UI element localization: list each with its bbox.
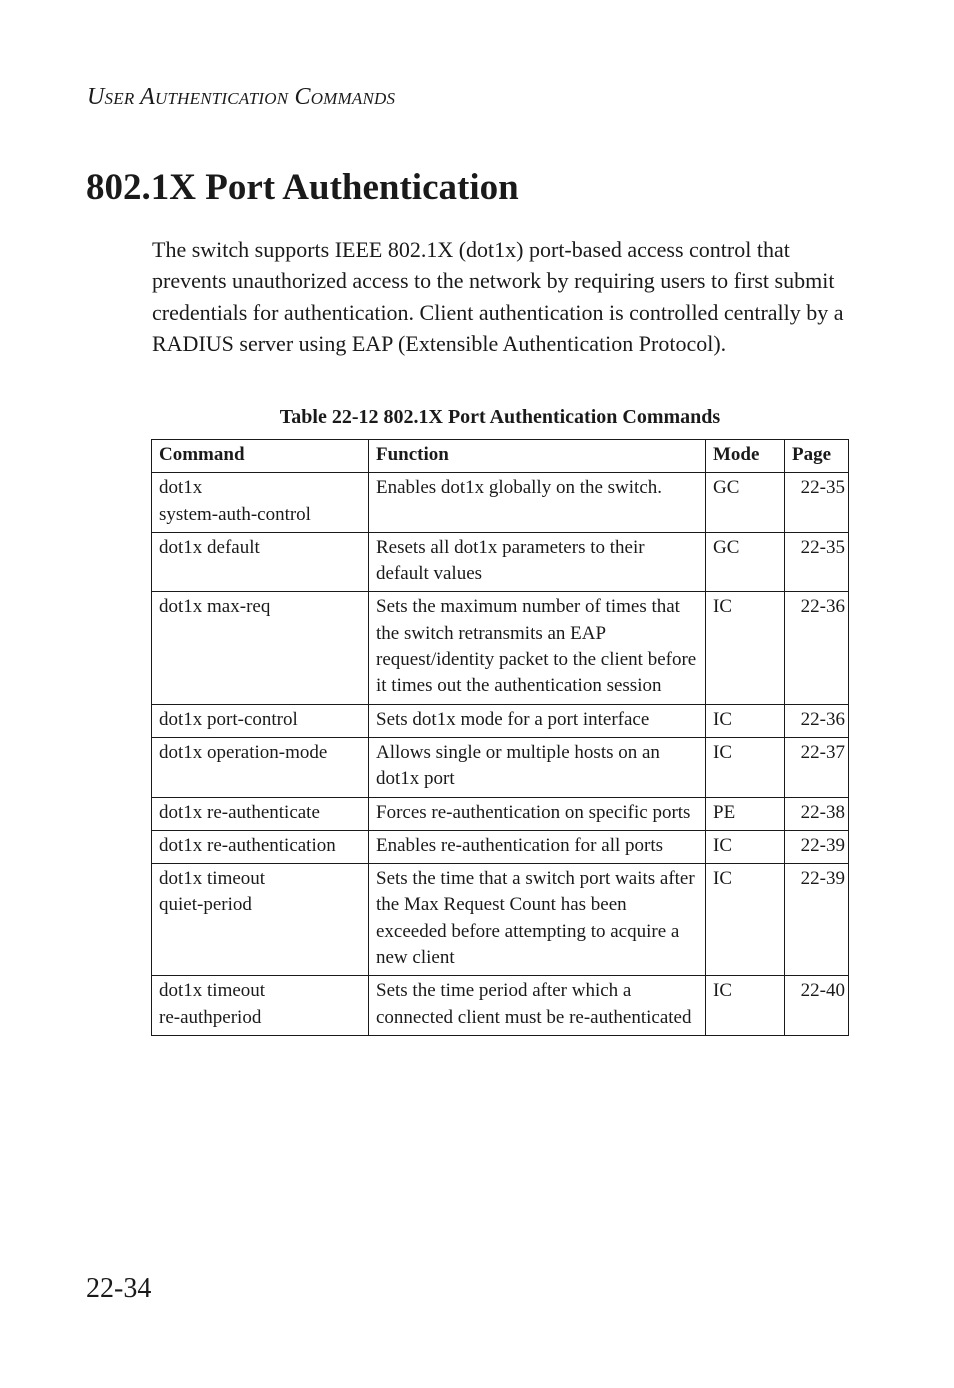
command-cell bbox=[152, 797, 369, 830]
table-row bbox=[152, 592, 849, 704]
section-title: 802.1X Port Authentication bbox=[86, 167, 519, 208]
command-text: system-auth-control bbox=[159, 503, 311, 525]
command-text: dot1x bbox=[159, 477, 203, 499]
command-cell bbox=[152, 976, 369, 1036]
page-cell: 22-39 bbox=[785, 864, 849, 976]
page-cell: 22-37 bbox=[785, 737, 849, 797]
command-text: dot1x port-control bbox=[159, 708, 298, 730]
command-cell bbox=[152, 592, 369, 704]
page-cell: 22-39 bbox=[785, 830, 849, 863]
mode-cell: GC bbox=[706, 473, 785, 533]
function-cell: Allows single or multiple hosts on an dot1x port bbox=[369, 737, 706, 797]
command-text: re-authperiod bbox=[159, 1006, 262, 1028]
page-cell: 22-40 bbox=[785, 976, 849, 1036]
table-row bbox=[152, 976, 849, 1036]
page-cell: 22-38 bbox=[785, 797, 849, 830]
table-row bbox=[152, 797, 849, 830]
function-cell: Enables dot1x globally on the switch. bbox=[369, 473, 706, 533]
column-header-mode: Mode bbox=[706, 440, 785, 473]
command-cell bbox=[152, 473, 369, 533]
command-text: dot1x max-req bbox=[159, 596, 271, 618]
page-cell: 22-35 bbox=[785, 473, 849, 533]
mode-cell: IC bbox=[706, 592, 785, 704]
mode-cell: GC bbox=[706, 532, 785, 592]
command-text: dot1x timeout bbox=[159, 980, 266, 1002]
table-row bbox=[152, 473, 849, 533]
column-header-page: Page bbox=[785, 440, 849, 473]
mode-cell: IC bbox=[706, 976, 785, 1036]
page-cell: 22-35 bbox=[785, 532, 849, 592]
command-cell bbox=[152, 532, 369, 592]
table-row bbox=[152, 830, 849, 863]
command-text: dot1x operation-mode bbox=[159, 741, 328, 763]
table-row bbox=[152, 532, 849, 592]
page-cell: 22-36 bbox=[785, 592, 849, 704]
command-cell bbox=[152, 737, 369, 797]
function-cell: Sets the time period after which a connected client must be re-authenticated bbox=[369, 976, 706, 1036]
mode-cell: PE bbox=[706, 797, 785, 830]
command-cell bbox=[152, 704, 369, 737]
function-cell: Enables re-authentication for all ports bbox=[369, 830, 706, 863]
column-header-command: Command bbox=[152, 440, 369, 473]
table-header-row bbox=[152, 440, 849, 473]
function-cell: Sets the time that a switch port waits after the Max Request Count has been exceeded before attempting to acquire a new client bbox=[369, 864, 706, 976]
command-text: quiet-period bbox=[159, 894, 252, 916]
function-cell: Sets dot1x mode for a port interface bbox=[369, 704, 706, 737]
intro-paragraph: The switch supports IEEE 802.1X (dot1x) port-based access control that prevents unauthorized access to the network by requiring users to first submit credentials for authentication. Client authentication is controlled centrally by a RADIUS server using EAP (Extensible Authentication Protocol). bbox=[152, 237, 844, 357]
mode-cell: IC bbox=[706, 737, 785, 797]
function-cell: Resets all dot1x parameters to their default values bbox=[369, 532, 706, 592]
page-cell: 22-36 bbox=[785, 704, 849, 737]
table-row bbox=[152, 704, 849, 737]
page-number: 22-34 bbox=[86, 1273, 152, 1304]
command-cell bbox=[152, 864, 369, 976]
table-row bbox=[152, 864, 849, 976]
command-text: dot1x default bbox=[159, 536, 260, 558]
running-header: User Authentication Commands bbox=[87, 84, 396, 110]
table-body bbox=[152, 473, 849, 1036]
function-cell: Sets the maximum number of times that the switch retransmits an EAP request/identity packet to the client before it times out the authentication session bbox=[369, 592, 706, 704]
mode-cell: IC bbox=[706, 704, 785, 737]
column-header-function: Function bbox=[369, 440, 706, 473]
command-text: dot1x timeout bbox=[159, 868, 266, 890]
table-row bbox=[152, 737, 849, 797]
command-text: dot1x re-authenticate bbox=[159, 801, 320, 823]
function-cell: Forces re-authentication on specific ports bbox=[369, 797, 706, 830]
command-cell bbox=[152, 830, 369, 863]
command-text: dot1x re-authentication bbox=[159, 834, 336, 856]
commands-table bbox=[151, 439, 849, 1036]
mode-cell: IC bbox=[706, 830, 785, 863]
table-caption: Table 22-12 802.1X Port Authentication Commands bbox=[279, 406, 721, 428]
mode-cell: IC bbox=[706, 864, 785, 976]
